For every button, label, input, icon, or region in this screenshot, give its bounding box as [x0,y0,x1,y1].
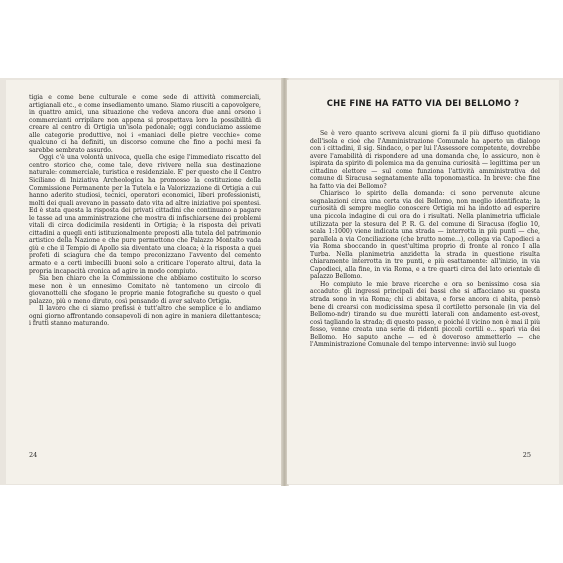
left-page [6,80,283,484]
left-page-text [29,94,261,328]
right-page [287,80,559,484]
left-page-number: 24 [29,451,38,459]
right-paragraph-1: Se è vero quanto scriveva alcuni giorni fa il più diffuso quotidiano dell'isola e cioè che l'Amministrazione Comunale ha aperto un dialogo con i cittadini, il sig. Sindaco, o per lui l'Assessore competente, dovrebbe avere l'amabilità di rispondere ad una domanda che, lo assicuro, non è ispirata da spirito di polemica ma da genuina curiosità — legittima per un cittadino elettore — sul come funziona l'attività amministrativa del comune di Siracusa segnatamente alla toponomastica. In breve: che fine ha fatto via dei Bellomo? [310,130,540,190]
left-paragraph-1: tigia e come bene culturale e come sede di attività commerciali, artigianali etc., e come insediamento umano. Siamo riusciti a capovolgere, in quattro amici, una situazione che vedeva ancora due anni orsono i commercianti orripilare non appena si prospettava loro la possibilità di creare al centro di Ortigia un'isola pedonale; oggi conduciamo assieme alle categorie produttive, noi i «maniaci delle pietre vecchie» come qualcuno ci ha definiti, un discorso comune che fino a pochi mesi fa sarebbe sembrato assurdo. [29,94,261,154]
left-paragraph-3: Sia ben chiaro che la Commissione che abbiamo costituito lo scorso mese non è un ennesimo Comitato nè tantomeno un circolo di giovanottelli che sfogano le proprie manie fotografiche su questo o quel palazzo, più o meno diruto, così pensando di aver salvato Ortigia. [29,275,261,305]
left-paragraph-4: Il lavoro che ci siamo prefissi è tutt'altro che semplice e lo andiamo ogni giorno affrontando consapevoli di non agire in maniera dilettantesca; i frutti stanno maturando. [29,305,261,328]
left-paragraph-2: Oggi c'è una volontà univoca, quella che esige l'immediato riscatto del centro storico che, come tale, deve rivivere nella sua destinazione naturale: commerciale, turistica e residenziale. E' per questo che il Centro Siciliano di Iniziativa Archeologica ha promosso la costituzione della Commissione Permanente per la Tutela e la Valorizzazione di Ortigia a cui hanno aderito studiosi, tecnici, operatori economici, liberi professionisti, molti dei quali avevano in passato dato vita ad altre iniziative poi spentesi. Ed è stata questa la risposta dei privati cittadini che continuano a pagare le tasse ad una amministrazione che mostra di infischiarsene dei problemi vitali di circa dodicimila residenti in Ortigia; è la risposta dei privati cittadini a quegli enti istituzionalmente preposti alla tutela del patrimonio artistico della Nazione e che pure permettono che Palazzo Montalto vada giù e che il Tempio di Apollo sia diventato una cloaca; è la risposta a quei profeti di sciagura che da tempo preconizzano l'avvento del cemento armato e a certi imbecilli buoni solo a criticare l'operato altrui, data la propria incapacità cronica ad agire in modo compiuto. [29,154,261,275]
chapter-title: CHE FINE HA FATTO VIA DEI BELLOMO ? [326,98,520,108]
right-paragraph-3: Ho compiuto le mie brave ricerche e ora so benissimo cosa sia accaduto: gli ingressi principali dei bassi che si affacciano su questa strada sono in via Roma; chi ci abitava, e forse ancora ci abita, pensò bene di crearsi con modicissima spesa il cortiletto personale (in via del Bellomo-ndr) tirando su due muretti laterali con andamento est-ovest, così tagliando la strada; di questo passo, e poiché il vicino non è mai il più fesso, venne creata una serie di ridenti piccoli cortili e... sparì via dei Bellomo. Ho saputo anche — ed è doveroso ammetterlo — che l'Amministrazione Comunale del tempo intervenne: inviò sul luogo [310,280,540,349]
right-paragraph-2: Chiarisco lo spirito della domanda: ci sono pervenute alcune segnalazioni circa una certa via dei Bellomo, non meglio identificata; la curiosità di sempre meglio conoscere Ortigia mi ha indotto ad esperire una piccola indagine di cui ora do i risultati. Nella planimetria ufficiale utilizzata per la stesura del P. R. G. del comune di Siracusa (foglio 10, scala 1:1000) viene indicata una strada — interrotta in più punti — che, parallela a via Conciliazione (che brutto nome...), collega via Capodieci a via Roma sboccando in quest'ultima proprio di fronte al ronco I alla Turba. Nella planimetria anzidetta la strada in questione risulta chiaramente interrotta in tre punti, e più esattamente: all'inizio, in via Capodieci, alla fine, in via Roma, e a tre quarti circa del lato orientale di palazzo Bellomo. [310,190,540,281]
right-page-number: 25 [522,451,531,459]
right-page-text [310,130,540,349]
